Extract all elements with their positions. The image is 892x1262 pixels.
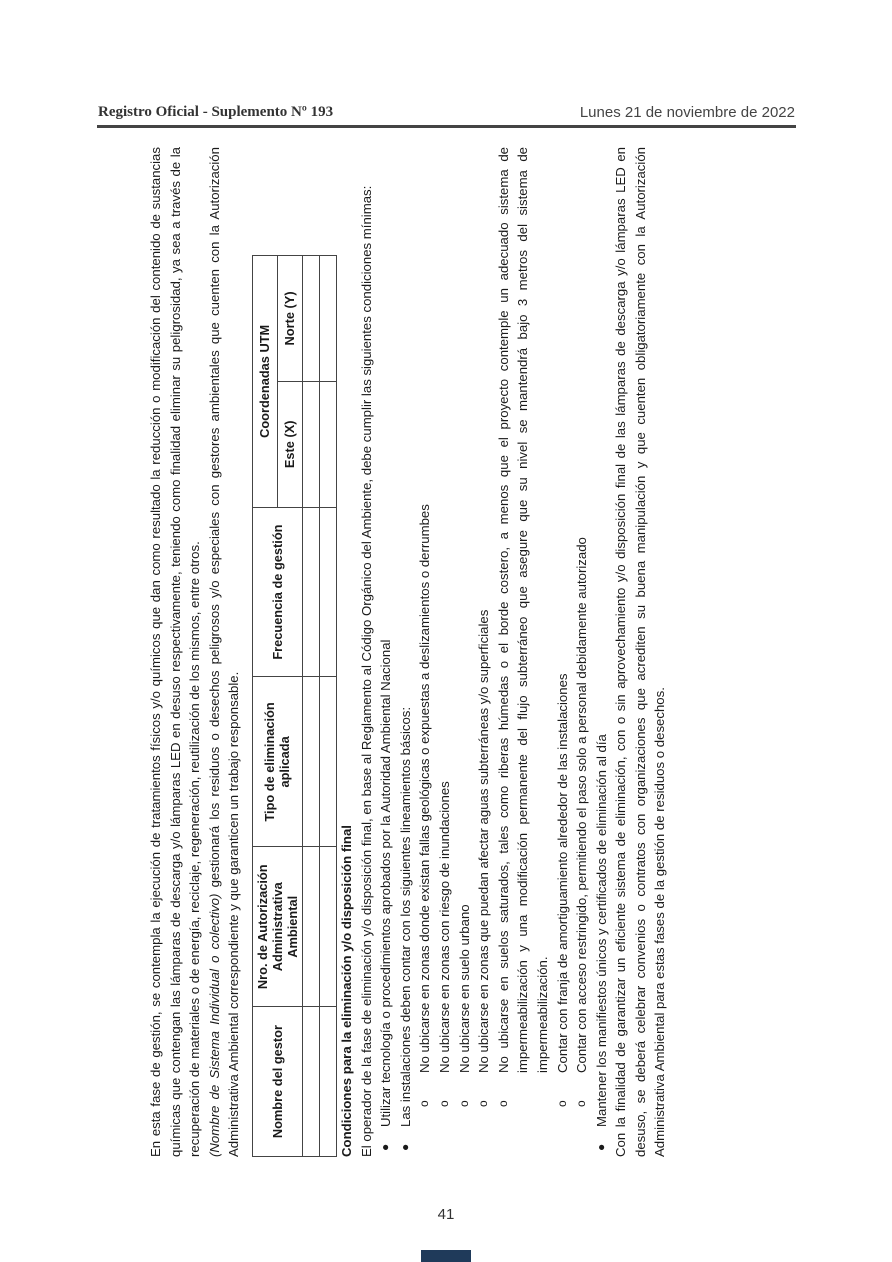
intro-paragraph-2-text: gestionará los residuos o desechos peligrosos y/o especiales con gestores ambientales que cuenten con la Autorización Administrativa Ambiental correspondiente y que garanticen un trabajo responsable.: [206, 147, 242, 1157]
th-norte: Norte (Y): [277, 256, 302, 382]
list-item-label: Las instalaciones deben contar con los siguientes lineamientos básicos:: [397, 706, 413, 1127]
conditions-intro: El operador de la fase de eliminación y/o disposición final, en base al Reglamento al Código Orgánico del Ambiente, debe cumplir las siguientes condiciones mínimas:: [358, 185, 374, 1157]
table-cell: [302, 1007, 319, 1157]
th-gestor: Nombre del gestor: [252, 1007, 302, 1157]
table-row: [302, 256, 319, 1157]
list-item: o No ubicarse en zonas con riesgo de inundaciones: [435, 147, 455, 1073]
th-este: Este (X): [277, 381, 302, 507]
table-cell: [302, 847, 319, 1007]
intro-paragraph-2: [205, 147, 244, 1157]
list-item: o No ubicarse en zonas que puedan afectar aguas subterráneas y/o superficiales: [474, 147, 494, 1073]
list-item: o Contar con franja de amortiguamiento alrededor de las instalaciones: [553, 147, 573, 1073]
list-item: o Contar con acceso restringido, permitiendo el paso solo a personal debidamente autorizado: [572, 147, 592, 1073]
th-frecuencia: Frecuencia de gestión: [252, 507, 302, 677]
header-rule: [97, 125, 796, 128]
list-item: o No ubicarse en suelos saturados, tales como riberas húmedas o el borde costero, a menos que el proyecto contemple un adecuado sistema de impermeabilización y una modificación permanente del flujo subterráneo que asegure que su nivel se mantendrá bajo 3 metros del sistema de impermeabilización.: [494, 147, 553, 1073]
conditions-title: Condiciones para la eliminación y/o disposición final: [338, 825, 354, 1157]
table-cell: [302, 381, 319, 507]
facility-requirements-list: [415, 147, 591, 1127]
list-item: o No ubicarse en zonas donde existan fallas geológicas o expuestas a deslizamientos o derrumbes: [415, 147, 435, 1073]
table-row: [319, 256, 336, 1157]
table-cell: [319, 677, 336, 847]
table-cell: [302, 256, 319, 382]
rotated-content: [146, 147, 746, 1157]
th-tipo: Tipo de eliminación aplicada: [252, 677, 302, 847]
th-coordenadas: Coordenadas UTM: [252, 256, 277, 508]
th-autorizacion: Nro. de Autorización Administrativa Ambiental: [252, 847, 302, 1007]
table-cell: [319, 507, 336, 677]
page-number: 41: [437, 1206, 455, 1223]
gestor-table-wrap: [252, 147, 337, 1157]
table-cell: [319, 1007, 336, 1157]
table-cell: [319, 256, 336, 382]
list-item: ● Utilizar tecnología o procedimientos aprobados por la Autoridad Ambiental Nacional: [376, 147, 396, 1127]
header-publication: Registro Oficial - Suplemento Nº 193: [98, 104, 334, 120]
table-cell: [319, 847, 336, 1007]
system-name-placeholder: (Nombre de Sistema Individual o colectivo): [206, 893, 222, 1157]
footer-bar: [421, 1250, 471, 1262]
list-item: ● Mantener los manifiestos únicos y certificados de eliminación al día: [592, 147, 612, 1127]
header-date: Lunes 21 de noviembre de 2022: [579, 104, 795, 121]
conditions-list: [376, 147, 611, 1157]
table-cell: [302, 507, 319, 677]
table-cell: [302, 677, 319, 847]
gestor-table: [252, 255, 337, 1157]
list-item: o No ubicarse en suelo urbano: [455, 147, 475, 1073]
list-item: [396, 147, 592, 1127]
closing-paragraph: Con la finalidad de garantizar un eficiente sistema de eliminación, con o sin aprovechamiento y/o disposición final de las lámparas de descarga y/o lámparas LED en desuso, se deberá celebrar convenios o contratos con organizaciones que acrediten su buena manipulación y que cuenten obligatoriamente con la Autorización Administrativa Ambiental para estas fases de la gestión de residuos o desechos.: [613, 147, 668, 1157]
intro-paragraph: En esta fase de gestión, se contempla la ejecución de tratamientos físicos y/o químicos que dan como resultado la reducción o modificación del contenido de sustancias químicas que contengan las lámparas de descarga y/o lámparas LED en desuso respectivamente, teniendo como finalidad eliminar su peligrosidad, ya sea a través de la recuperación de materiales o de energía, reciclaje, regeneración, reutilización de los mismos, entre otros.: [148, 147, 203, 1157]
table-cell: [319, 381, 336, 507]
